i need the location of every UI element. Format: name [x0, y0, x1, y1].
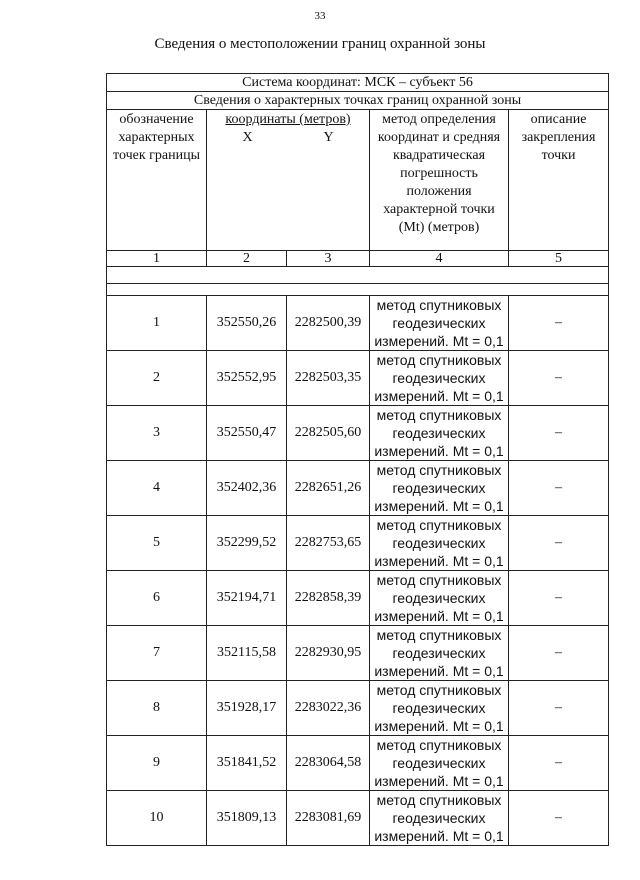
method: метод спутниковых геодезических измерений. Mt = 0,1 — [370, 571, 509, 626]
col-number: 2 — [207, 251, 287, 267]
coord-x: 352550,47 — [207, 406, 287, 461]
blank-cell — [107, 267, 609, 284]
point-id: 2 — [107, 351, 207, 406]
header-coordinates — [207, 110, 370, 251]
method: метод спутниковых геодезических измерений. Mt = 0,1 — [370, 406, 509, 461]
table-row — [107, 791, 609, 846]
col-number: 4 — [370, 251, 509, 267]
table-row — [107, 296, 609, 351]
header-coordinates-label: координаты (метров) — [225, 112, 351, 127]
boundary-points-table — [106, 73, 609, 846]
method: метод спутниковых геодезических измерений. Mt = 0,1 — [370, 626, 509, 681]
coord-x: 351809,13 — [207, 791, 287, 846]
method: метод спутниковых геодезических измерений. Mt = 0,1 — [370, 681, 509, 736]
blank-row — [107, 284, 609, 296]
header-method: метод определения координат и средняя квадратическая погрешность положения характерной точки (Mt) (метров) — [370, 110, 509, 251]
point-id: 4 — [107, 461, 207, 516]
coord-x: 352552,95 — [207, 351, 287, 406]
description: – — [509, 681, 609, 736]
coord-x: 352402,36 — [207, 461, 287, 516]
coordinate-system-row — [107, 74, 609, 92]
header-xy — [207, 129, 369, 147]
description: – — [509, 571, 609, 626]
header-x: X — [242, 130, 253, 145]
blank-cell — [107, 284, 609, 296]
point-id: 10 — [107, 791, 207, 846]
coord-x: 352194,71 — [207, 571, 287, 626]
method: метод спутниковых геодезических измерений. Mt = 0,1 — [370, 791, 509, 846]
description: – — [509, 516, 609, 571]
point-id: 6 — [107, 571, 207, 626]
description: – — [509, 626, 609, 681]
point-id: 8 — [107, 681, 207, 736]
coord-y: 2283081,69 — [287, 791, 370, 846]
coordinate-system: Система координат: МСК – субъект 56 — [107, 74, 609, 92]
coord-y: 2282500,39 — [287, 296, 370, 351]
point-id: 1 — [107, 296, 207, 351]
coord-y: 2282503,35 — [287, 351, 370, 406]
coord-y: 2282930,95 — [287, 626, 370, 681]
coord-y: 2283022,36 — [287, 681, 370, 736]
col-number: 3 — [287, 251, 370, 267]
method: метод спутниковых геодезических измерений. Mt = 0,1 — [370, 516, 509, 571]
point-id: 7 — [107, 626, 207, 681]
table-row — [107, 736, 609, 791]
blank-row — [107, 267, 609, 284]
coord-x: 351928,17 — [207, 681, 287, 736]
coord-y: 2282858,39 — [287, 571, 370, 626]
description: – — [509, 791, 609, 846]
coord-y: 2283064,58 — [287, 736, 370, 791]
point-id: 5 — [107, 516, 207, 571]
method: метод спутниковых геодезических измерений. Mt = 0,1 — [370, 736, 509, 791]
table-row — [107, 461, 609, 516]
col-number: 5 — [509, 251, 609, 267]
method: метод спутниковых геодезических измерений. Mt = 0,1 — [370, 296, 509, 351]
coord-y: 2282753,65 — [287, 516, 370, 571]
method: метод спутниковых геодезических измерений. Mt = 0,1 — [370, 461, 509, 516]
table-row — [107, 406, 609, 461]
section-row — [107, 92, 609, 110]
point-id: 3 — [107, 406, 207, 461]
description: – — [509, 296, 609, 351]
point-id: 9 — [107, 736, 207, 791]
coord-x: 352299,52 — [207, 516, 287, 571]
coord-y: 2282651,26 — [287, 461, 370, 516]
description: – — [509, 461, 609, 516]
header-point: обозначение характерных точек границы — [107, 110, 207, 251]
col-number: 1 — [107, 251, 207, 267]
header-description: описание закрепления точки — [509, 110, 609, 251]
coord-x: 351841,52 — [207, 736, 287, 791]
page-number: 33 — [314, 10, 326, 22]
table-body — [107, 296, 609, 846]
header-y: Y — [323, 130, 334, 145]
table-row — [107, 571, 609, 626]
header-row — [107, 110, 609, 251]
description: – — [509, 736, 609, 791]
table-row — [107, 516, 609, 571]
page-title: Сведения о местоположении границ охранной зоны — [154, 36, 486, 52]
coord-x: 352115,58 — [207, 626, 287, 681]
coord-y: 2282505,60 — [287, 406, 370, 461]
table-row — [107, 681, 609, 736]
column-numbers-row — [107, 251, 609, 267]
method: метод спутниковых геодезических измерений. Mt = 0,1 — [370, 351, 509, 406]
section-title: Сведения о характерных точках границ охранной зоны — [107, 92, 609, 110]
table-row — [107, 626, 609, 681]
description: – — [509, 406, 609, 461]
description: – — [509, 351, 609, 406]
table-row — [107, 351, 609, 406]
coord-x: 352550,26 — [207, 296, 287, 351]
